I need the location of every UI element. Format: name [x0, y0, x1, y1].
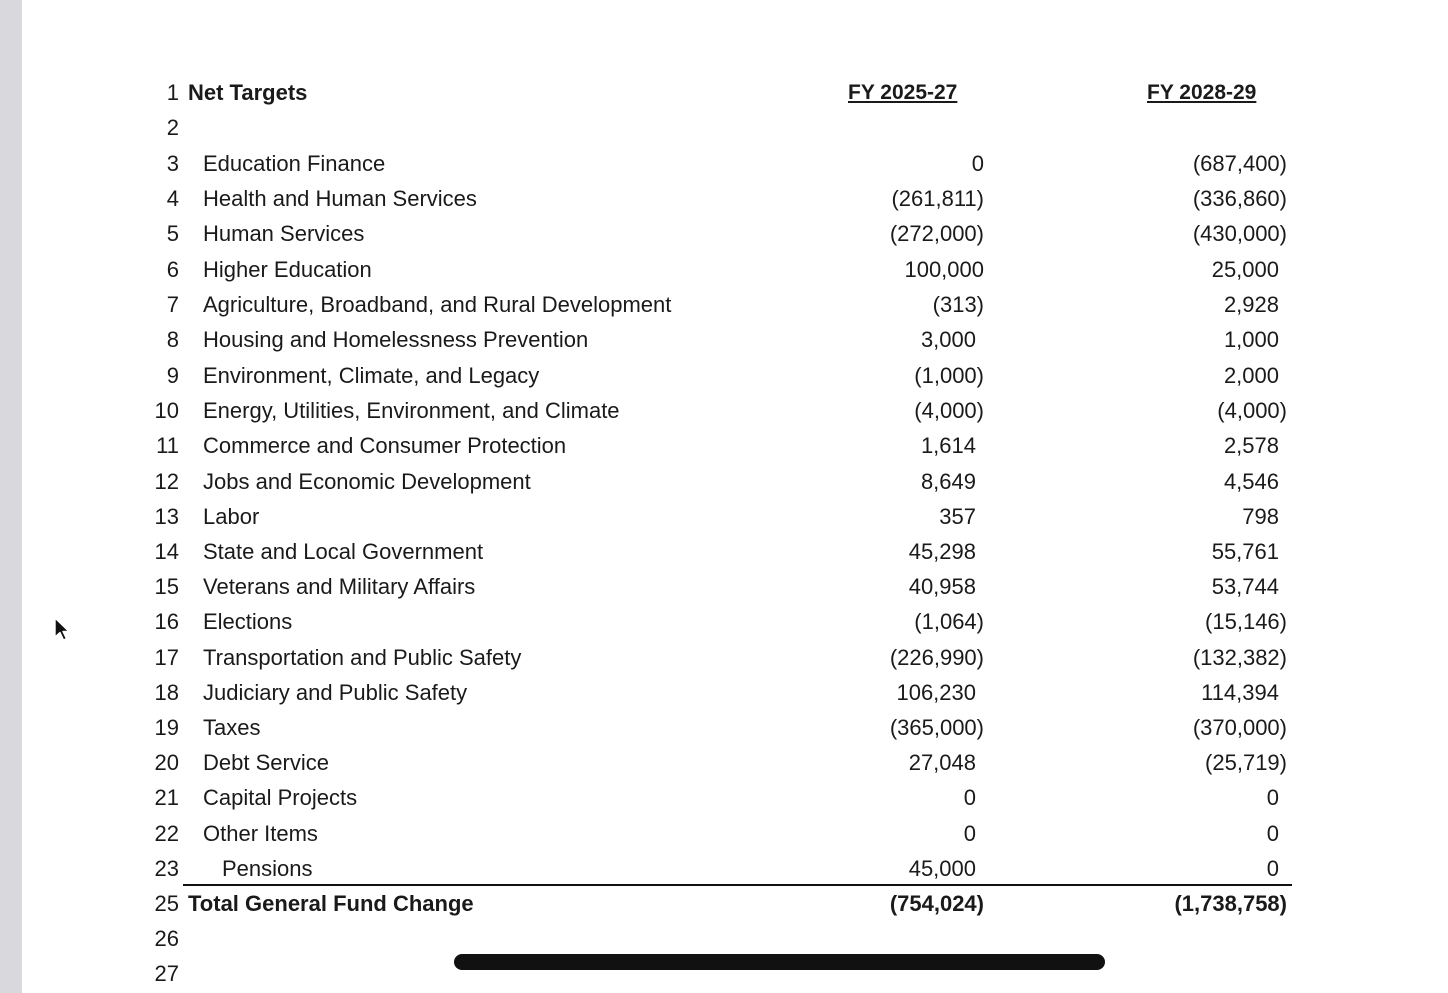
table-row — [22, 569, 1448, 604]
value-fy2028-29: 2,928 — [1223, 292, 1279, 317]
table-row — [22, 604, 1448, 639]
table-row — [22, 640, 1448, 675]
table-row — [22, 851, 1448, 886]
value-fy2025-27: (4,000) — [914, 398, 984, 423]
table-row — [22, 780, 1448, 815]
row-number: 21 — [154, 785, 179, 810]
row-number: 6 — [166, 257, 179, 282]
value-fy2025-27: 45,000 — [908, 856, 976, 881]
row-label: Capital Projects — [203, 785, 358, 810]
table-row — [22, 358, 1448, 393]
value-fy2028-29: 25,000 — [1211, 257, 1279, 282]
row-number: 27 — [154, 961, 179, 986]
value-fy2025-27: (313) — [932, 292, 984, 317]
table-row — [22, 287, 1448, 322]
value-fy2025-27: 100,000 — [904, 257, 984, 282]
row-number: 10 — [154, 398, 179, 423]
value-fy2028-29: 2,578 — [1223, 433, 1279, 458]
value-fy2028-29: 0 — [1266, 856, 1279, 881]
row-label: Housing and Homelessness Prevention — [203, 327, 589, 352]
row-number: 1 — [166, 80, 179, 105]
column-header-fy2028-29: FY 2028-29 — [1147, 81, 1257, 104]
table-row — [22, 816, 1448, 851]
row-number: 9 — [166, 363, 179, 388]
value-fy2025-27: (1,000) — [914, 363, 984, 388]
value-fy2028-29: (687,400) — [1192, 151, 1287, 176]
horizontal-scrollbar[interactable] — [454, 954, 1105, 970]
value-fy2025-27: (272,000) — [889, 221, 984, 246]
value-fy2025-27: 0 — [963, 785, 976, 810]
table-row — [22, 322, 1448, 357]
table-row — [22, 252, 1448, 287]
value-fy2028-29: 2,000 — [1223, 363, 1279, 388]
value-fy2028-29: 0 — [1266, 821, 1279, 846]
value-fy2028-29: 798 — [1242, 504, 1279, 529]
value-fy2025-27: 1,614 — [920, 433, 976, 458]
total-row — [22, 886, 1448, 921]
row-number: 26 — [154, 926, 179, 951]
total-label: Total General Fund Change — [188, 891, 474, 916]
value-fy2028-29: (15,146) — [1205, 609, 1287, 634]
row-number: 20 — [154, 750, 179, 775]
section-title: Net Targets — [188, 80, 308, 105]
table-row — [22, 534, 1448, 569]
value-fy2028-29: 53,744 — [1211, 574, 1279, 599]
value-fy2025-27: (1,064) — [914, 609, 984, 634]
row-label: Higher Education — [203, 257, 372, 282]
blank-row — [22, 110, 1448, 145]
left-window-edge — [0, 0, 22, 993]
row-number: 5 — [166, 221, 179, 246]
row-label: Labor — [203, 504, 260, 529]
value-fy2028-29: 114,394 — [1201, 680, 1279, 705]
value-fy2028-29: (370,000) — [1192, 715, 1287, 740]
row-number: 19 — [154, 715, 179, 740]
row-number: 17 — [154, 645, 179, 670]
row-label: Energy, Utilities, Environment, and Climate — [203, 398, 620, 423]
value-fy2025-27: (365,000) — [889, 715, 984, 740]
row-label: Health and Human Services — [203, 186, 477, 211]
value-fy2025-27: 8,649 — [920, 469, 976, 494]
row-number: 14 — [154, 539, 179, 564]
table-row — [22, 146, 1448, 181]
row-number: 7 — [166, 292, 179, 317]
row-label: Other Items — [203, 821, 318, 846]
row-label: Transportation and Public Safety — [203, 645, 522, 670]
value-fy2028-29: 0 — [1266, 785, 1279, 810]
table-row — [22, 745, 1448, 780]
row-label: Pensions — [222, 856, 313, 881]
row-label: Elections — [203, 609, 293, 634]
column-header-fy2025-27: FY 2025-27 — [848, 81, 958, 104]
value-fy2028-29: (25,719) — [1205, 750, 1287, 775]
value-fy2028-29: (132,382) — [1192, 645, 1287, 670]
row-label: Environment, Climate, and Legacy — [203, 363, 540, 388]
value-fy2025-27: 3,000 — [920, 327, 976, 352]
row-number: 12 — [154, 469, 179, 494]
table-row — [22, 216, 1448, 251]
value-fy2028-29: (430,000) — [1192, 221, 1287, 246]
row-label: Taxes — [203, 715, 261, 740]
header-row — [22, 75, 1448, 110]
row-label: Human Services — [203, 221, 365, 246]
row-label: Debt Service — [203, 750, 329, 775]
row-number: 16 — [154, 609, 179, 634]
row-label: Agriculture, Broadband, and Rural Development — [203, 292, 672, 317]
table-row — [22, 428, 1448, 463]
row-number: 3 — [166, 151, 179, 176]
row-number: 22 — [154, 821, 179, 846]
value-fy2028-29: 4,546 — [1223, 469, 1279, 494]
value-fy2028-29: (336,860) — [1192, 186, 1287, 211]
row-label: State and Local Government — [203, 539, 484, 564]
document-page — [22, 0, 1448, 993]
row-label: Education Finance — [203, 151, 386, 176]
row-number: 25 — [154, 891, 179, 916]
row-label: Veterans and Military Affairs — [203, 574, 476, 599]
row-label: Judiciary and Public Safety — [203, 680, 468, 705]
row-number: 11 — [156, 433, 179, 458]
blank-row — [22, 921, 1448, 956]
row-number: 2 — [166, 115, 179, 140]
value-fy2025-27: (226,990) — [889, 645, 984, 670]
table-row — [22, 181, 1448, 216]
table-row — [22, 499, 1448, 534]
value-fy2025-27: 106,230 — [896, 680, 976, 705]
mouse-pointer-icon — [54, 617, 72, 643]
row-number: 15 — [154, 574, 179, 599]
value-fy2025-27: 0 — [971, 151, 984, 176]
value-fy2025-27: 357 — [939, 504, 976, 529]
row-number: 8 — [166, 327, 179, 352]
table-row — [22, 675, 1448, 710]
row-number: 13 — [154, 504, 179, 529]
value-fy2025-27: (261,811) — [891, 186, 984, 211]
total-fy2025-27: (754,024) — [889, 891, 984, 916]
row-number: 4 — [166, 186, 179, 211]
value-fy2028-29: (4,000) — [1217, 398, 1287, 423]
table-row — [22, 393, 1448, 428]
value-fy2025-27: 27,048 — [908, 750, 976, 775]
total-fy2028-29: (1,738,758) — [1174, 891, 1287, 916]
value-fy2025-27: 0 — [963, 821, 976, 846]
table-row — [22, 710, 1448, 745]
value-fy2028-29: 55,761 — [1211, 539, 1279, 564]
value-fy2025-27: 40,958 — [908, 574, 976, 599]
row-label: Commerce and Consumer Protection — [203, 433, 567, 458]
table-row — [22, 464, 1448, 499]
row-label: Jobs and Economic Development — [203, 469, 531, 494]
row-number: 23 — [154, 856, 179, 881]
value-fy2025-27: 45,298 — [908, 539, 976, 564]
row-number: 18 — [154, 680, 179, 705]
value-fy2028-29: 1,000 — [1223, 327, 1279, 352]
